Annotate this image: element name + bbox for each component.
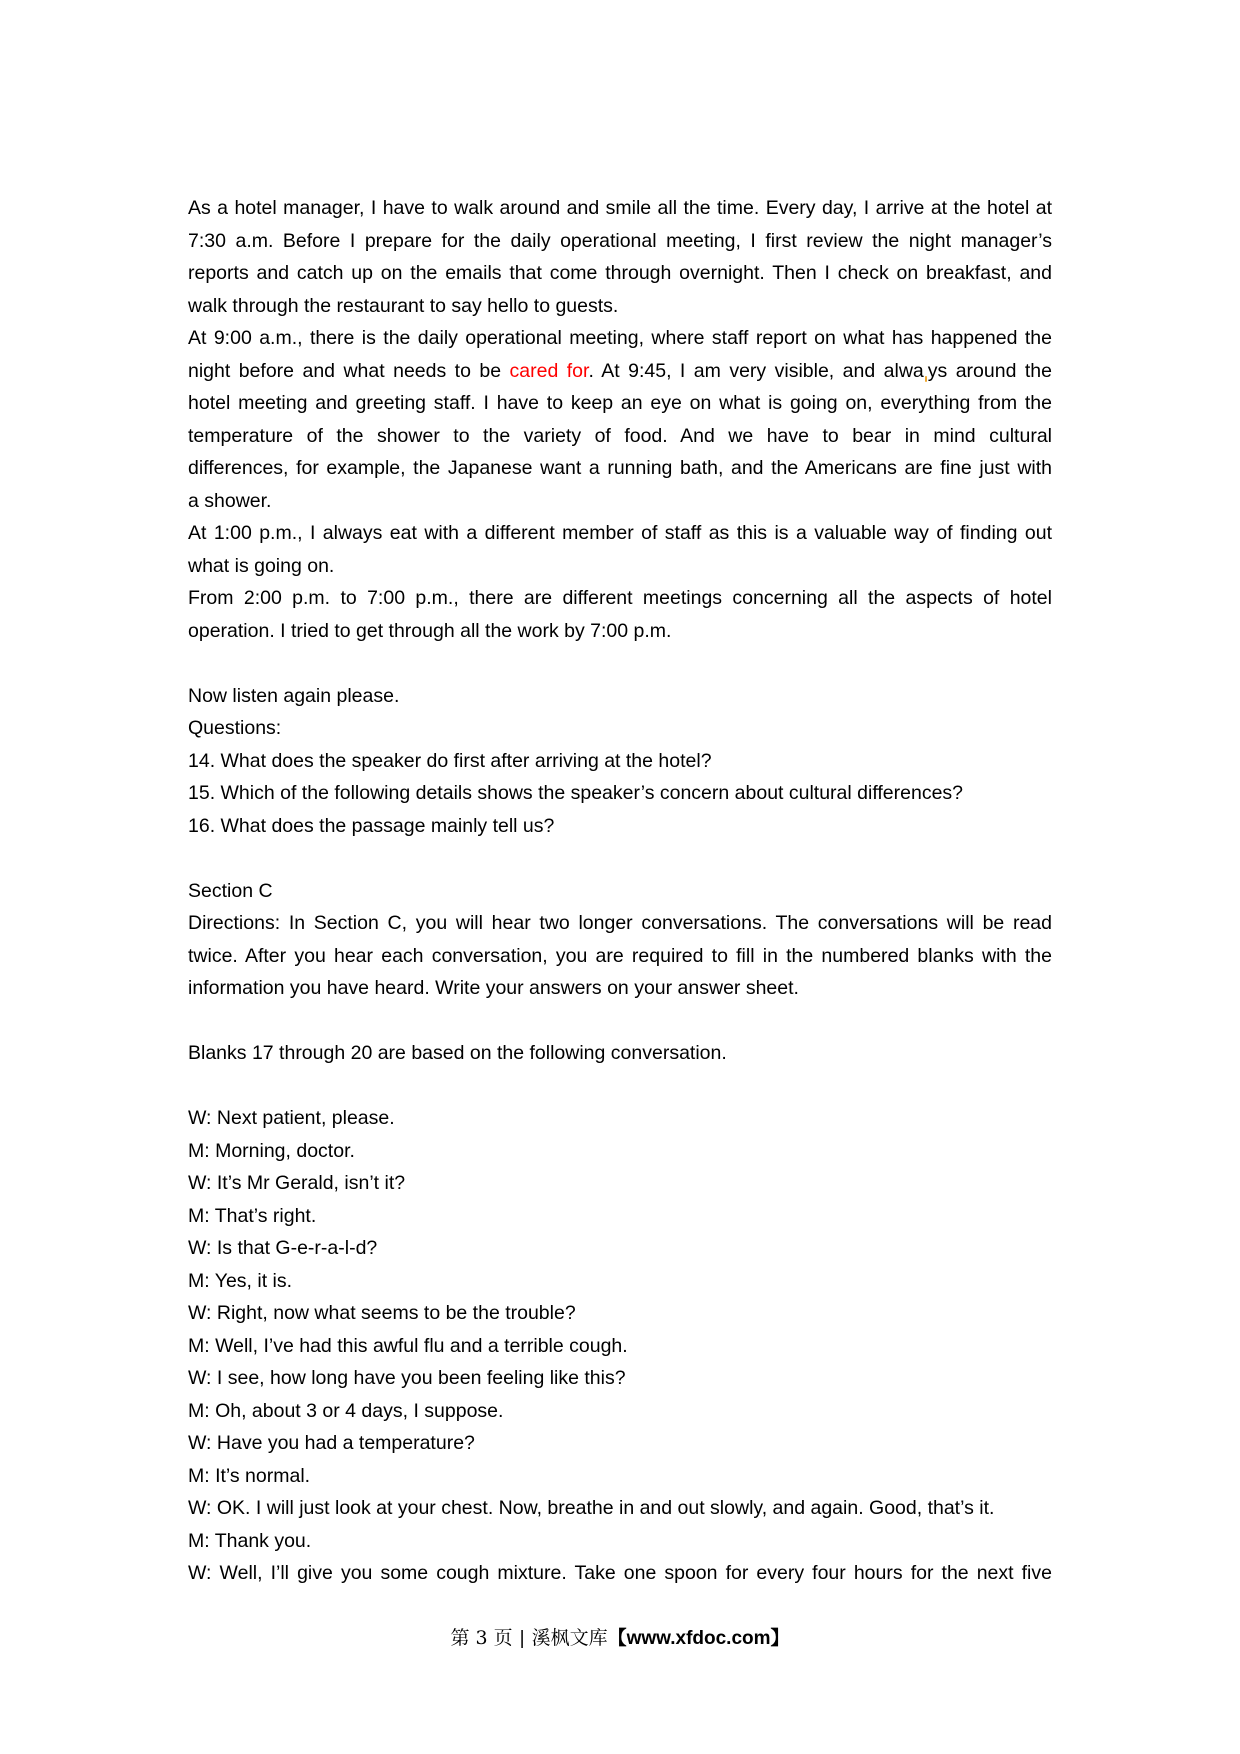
dialogue-line: M: Yes, it is. — [188, 1269, 293, 1292]
question-item: 16. What does the passage mainly tell us? — [188, 814, 555, 837]
dialogue-line: W: It’s Mr Gerald, isn’t it? — [188, 1172, 406, 1194]
blank-line — [188, 1070, 1052, 1103]
passage-line: At 1:00 p.m., I always eat with a different member of staff as this is a valuable way of finding out — [188, 522, 1052, 544]
site-name: 溪枫文库 — [531, 1627, 608, 1649]
dialogue-line: M: That’s right. — [188, 1204, 317, 1227]
dialogue-line: M: Well, I’ve had this awful flu and a terrible cough. — [188, 1334, 628, 1357]
passage-line: a shower. — [188, 489, 272, 512]
questions-block — [188, 712, 1052, 842]
passage-line: walk through the restaurant to say hello to guests. — [188, 294, 619, 317]
footer-separator: | — [519, 1628, 525, 1649]
dialogue-line: M: Thank you. — [188, 1529, 312, 1552]
dialogue-line: W: I see, how long have you been feeling like this? — [188, 1367, 626, 1389]
dialogue-line: W: Well, I’ll give you some cough mixture. Take one spoon for every four hours for the next five — [188, 1562, 1052, 1584]
passage-line: As a hotel manager, I have to walk around and smile all the time. Every day, I arrive at the hotel at — [188, 197, 1052, 219]
passage-paragraph-2 — [188, 322, 1052, 517]
question-item: 15. Which of the following details shows the speaker’s concern about cultural differences? — [188, 782, 964, 804]
passage-paragraph-3 — [188, 517, 1052, 582]
dialogue-line: W: Next patient, please. — [188, 1107, 395, 1129]
document-body — [188, 192, 1052, 1590]
page-number-label: 第 3 页 — [450, 1627, 513, 1649]
dialogue-line: M: It’s normal. — [188, 1464, 311, 1487]
dialogue-line: W: Right, now what seems to be the trouble? — [188, 1302, 576, 1324]
passage-line: At 9:00 a.m., there is the daily operational meeting, where staff report on what has happened the — [188, 327, 1052, 349]
section-c — [188, 875, 1052, 1005]
passage-line: 7:30 a.m. Before I prepare for the daily operational meeting, I first review the night manager’s — [188, 229, 1052, 252]
listen-again-prompt: Now listen again please. — [188, 684, 400, 707]
blank-line — [188, 647, 1052, 680]
section-directions — [188, 907, 1052, 1005]
conversation — [188, 1102, 1052, 1590]
passage-line: hotel meeting and greeting staff. I have to keep an eye on what is going on, everything from the — [188, 392, 1052, 414]
passage-line: operation. I tried to get through all the work by 7:00 p.m. — [188, 619, 672, 642]
dialogue-line: M: Morning, doctor. — [188, 1139, 355, 1162]
site-url: 【www.xfdoc.com】 — [607, 1628, 790, 1649]
passage-paragraph-1 — [188, 192, 1052, 322]
page-footer — [0, 1622, 1240, 1654]
section-title: Section C — [188, 879, 273, 902]
blank-line — [188, 1005, 1052, 1038]
passage-line — [188, 355, 1052, 388]
highlighted-phrase: cared for — [509, 359, 589, 382]
passage-line: From 2:00 p.m. to 7:00 p.m., there are different meetings concerning all the aspects of hotel — [188, 587, 1052, 609]
passage-line: reports and catch up on the emails that come through overnight. Then I check on breakfast, and — [188, 262, 1052, 284]
dialogue-line: W: OK. I will just look at your chest. Now, breathe in and out slowly, and again. Good, that’s it. — [188, 1497, 995, 1519]
blanks-intro: Blanks 17 through 20 are based on the following conversation. — [188, 1042, 727, 1064]
passage-line: what is going on. — [188, 554, 335, 577]
passage-text: ys around the — [927, 359, 1052, 382]
dialogue-line: W: Have you had a temperature? — [188, 1432, 475, 1454]
passage-line: temperature of the shower to the variety of food. And we have to bear in mind cultural — [188, 424, 1052, 447]
directions-line: information you have heard. Write your answers on your answer sheet. — [188, 977, 799, 999]
question-item: 14. What does the speaker do first after arriving at the hotel? — [188, 749, 712, 772]
passage-line: differences, for example, the Japanese want a running bath, and the Americans are fine just with — [188, 457, 1052, 479]
passage-text: night before and what needs to be — [188, 359, 510, 382]
passage-paragraph-4 — [188, 582, 1052, 647]
questions-heading: Questions: — [188, 717, 282, 739]
dialogue-line: M: Oh, about 3 or 4 days, I suppose. — [188, 1399, 504, 1422]
dialogue-line: W: Is that G-e-r-a-l-d? — [188, 1237, 378, 1259]
passage-text: . At 9:45, I am very visible, and alwa — [588, 359, 924, 382]
blank-line — [188, 842, 1052, 875]
directions-line: twice. After you hear each conversation, you are required to fill in the numbered blanks with the — [188, 944, 1052, 967]
directions-line: Directions: In Section C, you will hear two longer conversations. The conversations will be read — [188, 912, 1052, 934]
revision-mark — [925, 376, 927, 382]
